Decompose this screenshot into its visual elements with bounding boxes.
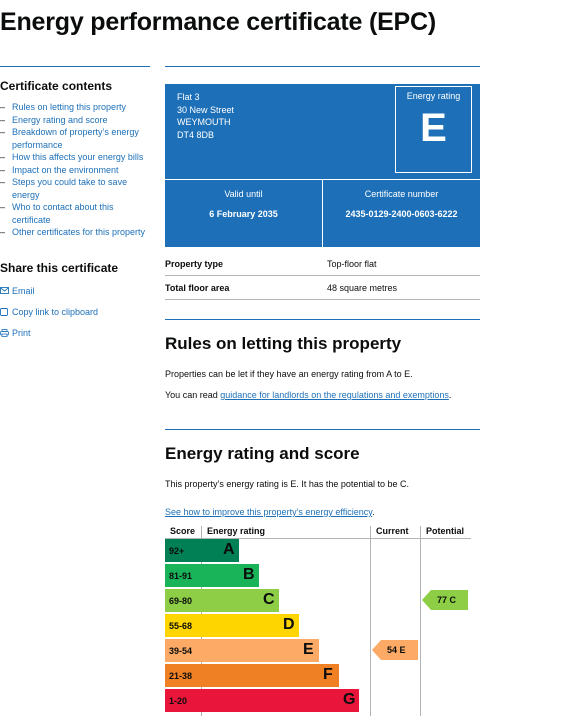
contents-link[interactable]: Impact on the environment <box>12 164 119 175</box>
list-dash: – <box>0 114 6 125</box>
share-print-link[interactable] <box>0 328 150 338</box>
valid-until-label: Valid until <box>224 189 263 199</box>
list-dash: – <box>0 202 6 212</box>
contents-link[interactable]: Steps you could take to save energy <box>12 177 128 200</box>
contents-heading: Certificate contents <box>0 79 113 93</box>
valid-until-value: 6 February 2035 <box>209 209 278 219</box>
address-line: WEYMOUTH <box>177 117 231 127</box>
contents-link[interactable]: Energy rating and score <box>12 114 108 125</box>
main-content <box>165 66 480 518</box>
score-header: Score <box>170 526 196 536</box>
potential-rating-arrow-label: 77 C <box>437 595 457 605</box>
sidebar-rule <box>0 66 150 67</box>
band-score-d: 55-68 <box>165 614 201 637</box>
valid-until-cell <box>165 179 322 219</box>
contents-item-letting[interactable] <box>0 101 150 114</box>
letting-paragraph: Properties can be let if they have an energy rating from A to E. <box>165 369 413 379</box>
contents-link[interactable]: Rules on letting this property <box>12 102 127 112</box>
floor-area-value: 48 square metres <box>327 282 398 293</box>
letting-guidance-paragraph <box>165 389 480 401</box>
energy-rating-chart <box>165 526 471 716</box>
contents-item-rating[interactable] <box>0 114 150 127</box>
band-letter-d: D <box>283 616 295 633</box>
band-letter-c: C <box>263 591 275 608</box>
band-score-c: 69-80 <box>165 589 201 612</box>
top-rule <box>165 66 480 67</box>
chart-column-divider <box>370 526 371 716</box>
share-email-link[interactable] <box>0 286 150 296</box>
energy-rating-label: Energy rating <box>406 91 461 101</box>
improve-paragraph <box>165 506 480 518</box>
share-heading: Share this certificate <box>0 260 119 275</box>
floor-area-key: Total floor area <box>165 282 230 293</box>
band-score-g: 1-20 <box>165 689 201 712</box>
section-rule <box>165 319 480 320</box>
property-address <box>177 91 234 141</box>
band-score-e: 39-54 <box>165 639 201 662</box>
band-score-b: 81-91 <box>165 564 201 587</box>
contents-item-bills[interactable] <box>0 151 150 164</box>
guidance-prefix: You can read <box>165 390 221 400</box>
list-dash: – <box>0 152 6 162</box>
share-copy-link[interactable] <box>0 307 150 317</box>
list-dash: – <box>0 102 6 112</box>
contents-link[interactable]: Other certificates for this property <box>12 227 146 237</box>
band-letter-g: G <box>343 691 356 708</box>
current-header: Current <box>376 526 409 536</box>
property-summary-list <box>165 252 480 300</box>
sidebar <box>0 66 150 338</box>
contents-item-steps[interactable] <box>0 176 150 201</box>
contents-link[interactable]: Breakdown of property’s energy performance <box>12 127 139 150</box>
energy-score-paragraph: This property’s energy rating is E. It has the potential to be C. <box>165 479 409 489</box>
floor-area-row <box>165 276 480 300</box>
current-rating-arrow <box>372 640 406 660</box>
certificate-number-cell <box>323 179 480 219</box>
band-bar-g <box>201 689 359 712</box>
contents-item-other[interactable] <box>0 226 150 239</box>
page-title: Energy performance certificate (EPC) <box>0 8 437 36</box>
contents-link[interactable]: Who to contact about this certificate <box>12 202 114 225</box>
band-letter-f: F <box>323 666 333 683</box>
address-line: Flat 3 <box>177 92 200 102</box>
list-dash: – <box>0 227 6 237</box>
share-email-label[interactable]: Email <box>12 285 35 296</box>
certificate-number-value: 2435-0129-2400-0603-6222 <box>345 209 458 219</box>
band-letter-e: E <box>303 641 314 658</box>
section-rule <box>165 429 480 430</box>
contents-list <box>0 101 150 239</box>
contents-item-breakdown[interactable] <box>0 126 150 151</box>
property-type-key: Property type <box>165 258 224 269</box>
band-bar-f <box>201 664 339 687</box>
band-bar-e <box>201 639 319 662</box>
energy-score-heading: Energy rating and score <box>165 444 360 463</box>
potential-rating-arrow <box>422 590 456 610</box>
share-print-label[interactable]: Print <box>12 327 31 338</box>
printer-icon <box>0 328 12 338</box>
guidance-suffix: . <box>448 390 452 400</box>
contents-item-contact[interactable] <box>0 201 150 226</box>
property-type-row <box>165 252 480 276</box>
list-dash: – <box>0 177 6 187</box>
list-dash: – <box>0 164 6 175</box>
potential-header: Potential <box>426 526 465 536</box>
mail-icon <box>0 286 12 296</box>
chart-column-divider <box>420 526 421 716</box>
energy-rating-box <box>395 86 472 173</box>
certificate-summary <box>165 84 480 247</box>
letting-heading: Rules on letting this property <box>165 334 402 353</box>
energy-rating-letter: E <box>420 106 447 150</box>
band-letter-a: A <box>223 541 235 558</box>
contents-item-environment[interactable] <box>0 164 150 177</box>
band-letter-b: B <box>243 566 255 583</box>
band-score-f: 21-38 <box>165 664 201 687</box>
list-dash: – <box>0 127 6 137</box>
address-line: DT4 8DB <box>177 129 215 140</box>
improve-suffix: . <box>372 507 375 517</box>
property-type-value: Top-floor flat <box>327 258 377 269</box>
improve-efficiency-link[interactable]: See how to improve this property’s energy efficiency <box>165 507 373 517</box>
contents-link[interactable]: How this affects your energy bills <box>12 152 144 162</box>
address-line: 30 New Street <box>177 104 235 115</box>
certificate-number-label: Certificate number <box>364 189 439 199</box>
energy-rating-header: Energy rating <box>207 526 266 536</box>
copy-icon <box>0 307 12 317</box>
landlord-guidance-link[interactable]: guidance for landlords on the regulations and exemptions <box>220 390 449 400</box>
band-score-a: 92+ <box>165 539 201 562</box>
share-copy-label[interactable]: Copy link to clipboard <box>12 306 99 317</box>
current-rating-arrow-label: 54 E <box>387 645 406 655</box>
